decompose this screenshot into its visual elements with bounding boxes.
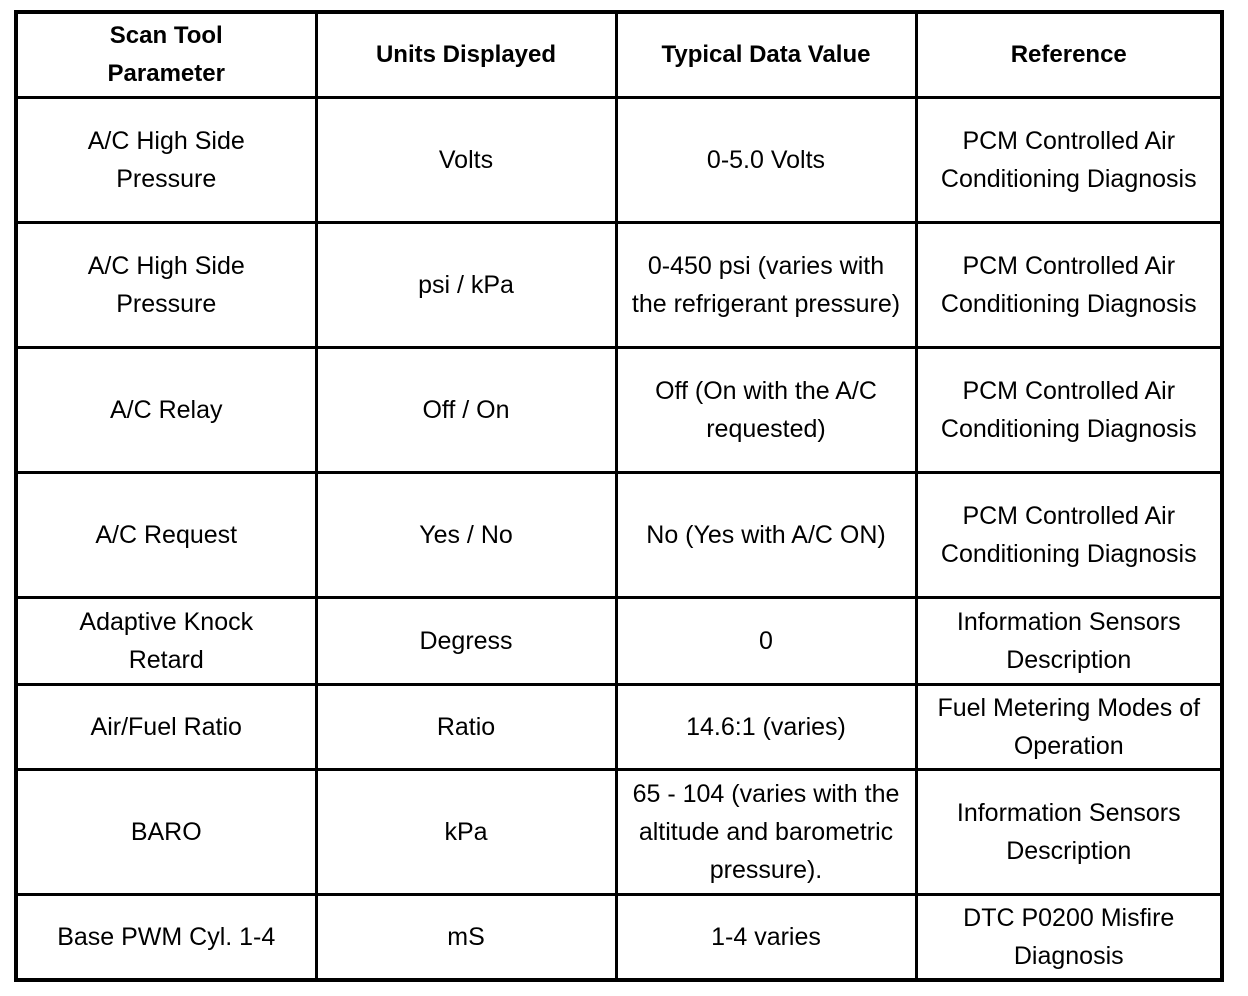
header-typical: Typical Data Value <box>616 12 916 98</box>
cell-parameter: A/C Request <box>16 473 316 598</box>
cell-parameter: Air/Fuel Ratio <box>16 685 316 770</box>
table-row <box>16 685 1222 770</box>
cell-units: Degress <box>316 598 616 685</box>
cell-reference: Fuel Metering Modes of Operation <box>916 685 1222 770</box>
cell-units: kPa <box>316 770 616 895</box>
table-row <box>16 770 1222 895</box>
header-reference: Reference <box>916 12 1222 98</box>
header-parameter: Scan Tool Parameter <box>16 12 316 98</box>
cell-parameter: Adaptive Knock Retard <box>16 598 316 685</box>
scan-tool-data-table <box>14 10 1224 982</box>
cell-reference: PCM Controlled Air Conditioning Diagnosis <box>916 98 1222 223</box>
cell-typical: 1-4 varies <box>616 895 916 981</box>
cell-units: mS <box>316 895 616 981</box>
cell-parameter: A/C High Side Pressure <box>16 223 316 348</box>
cell-parameter: A/C High Side Pressure <box>16 98 316 223</box>
table-header-row <box>16 12 1222 98</box>
header-units: Units Displayed <box>316 12 616 98</box>
table-row <box>16 98 1222 223</box>
cell-parameter: Base PWM Cyl. 1-4 <box>16 895 316 981</box>
cell-typical: 0-5.0 Volts <box>616 98 916 223</box>
cell-units: Ratio <box>316 685 616 770</box>
table-row <box>16 348 1222 473</box>
cell-typical: Off (On with the A/C requested) <box>616 348 916 473</box>
table-row <box>16 473 1222 598</box>
table-row <box>16 223 1222 348</box>
cell-typical: 0 <box>616 598 916 685</box>
cell-parameter: A/C Relay <box>16 348 316 473</box>
table-row <box>16 895 1222 981</box>
cell-reference: PCM Controlled Air Conditioning Diagnosis <box>916 348 1222 473</box>
cell-typical: 14.6:1 (varies) <box>616 685 916 770</box>
cell-units: psi / kPa <box>316 223 616 348</box>
cell-units: Volts <box>316 98 616 223</box>
cell-reference: DTC P0200 Misfire Diagnosis <box>916 895 1222 981</box>
cell-units: Off / On <box>316 348 616 473</box>
cell-typical: 0-450 psi (varies with the refrigerant pressure) <box>616 223 916 348</box>
scan-tool-data-table-container <box>14 10 1220 982</box>
cell-units: Yes / No <box>316 473 616 598</box>
cell-parameter: BARO <box>16 770 316 895</box>
cell-reference: PCM Controlled Air Conditioning Diagnosis <box>916 473 1222 598</box>
table-row <box>16 598 1222 685</box>
cell-reference: PCM Controlled Air Conditioning Diagnosis <box>916 223 1222 348</box>
cell-typical: No (Yes with A/C ON) <box>616 473 916 598</box>
cell-reference: Information Sensors Description <box>916 770 1222 895</box>
cell-typical: 65 - 104 (varies with the altitude and barometric pressure). <box>616 770 916 895</box>
cell-reference: Information Sensors Description <box>916 598 1222 685</box>
